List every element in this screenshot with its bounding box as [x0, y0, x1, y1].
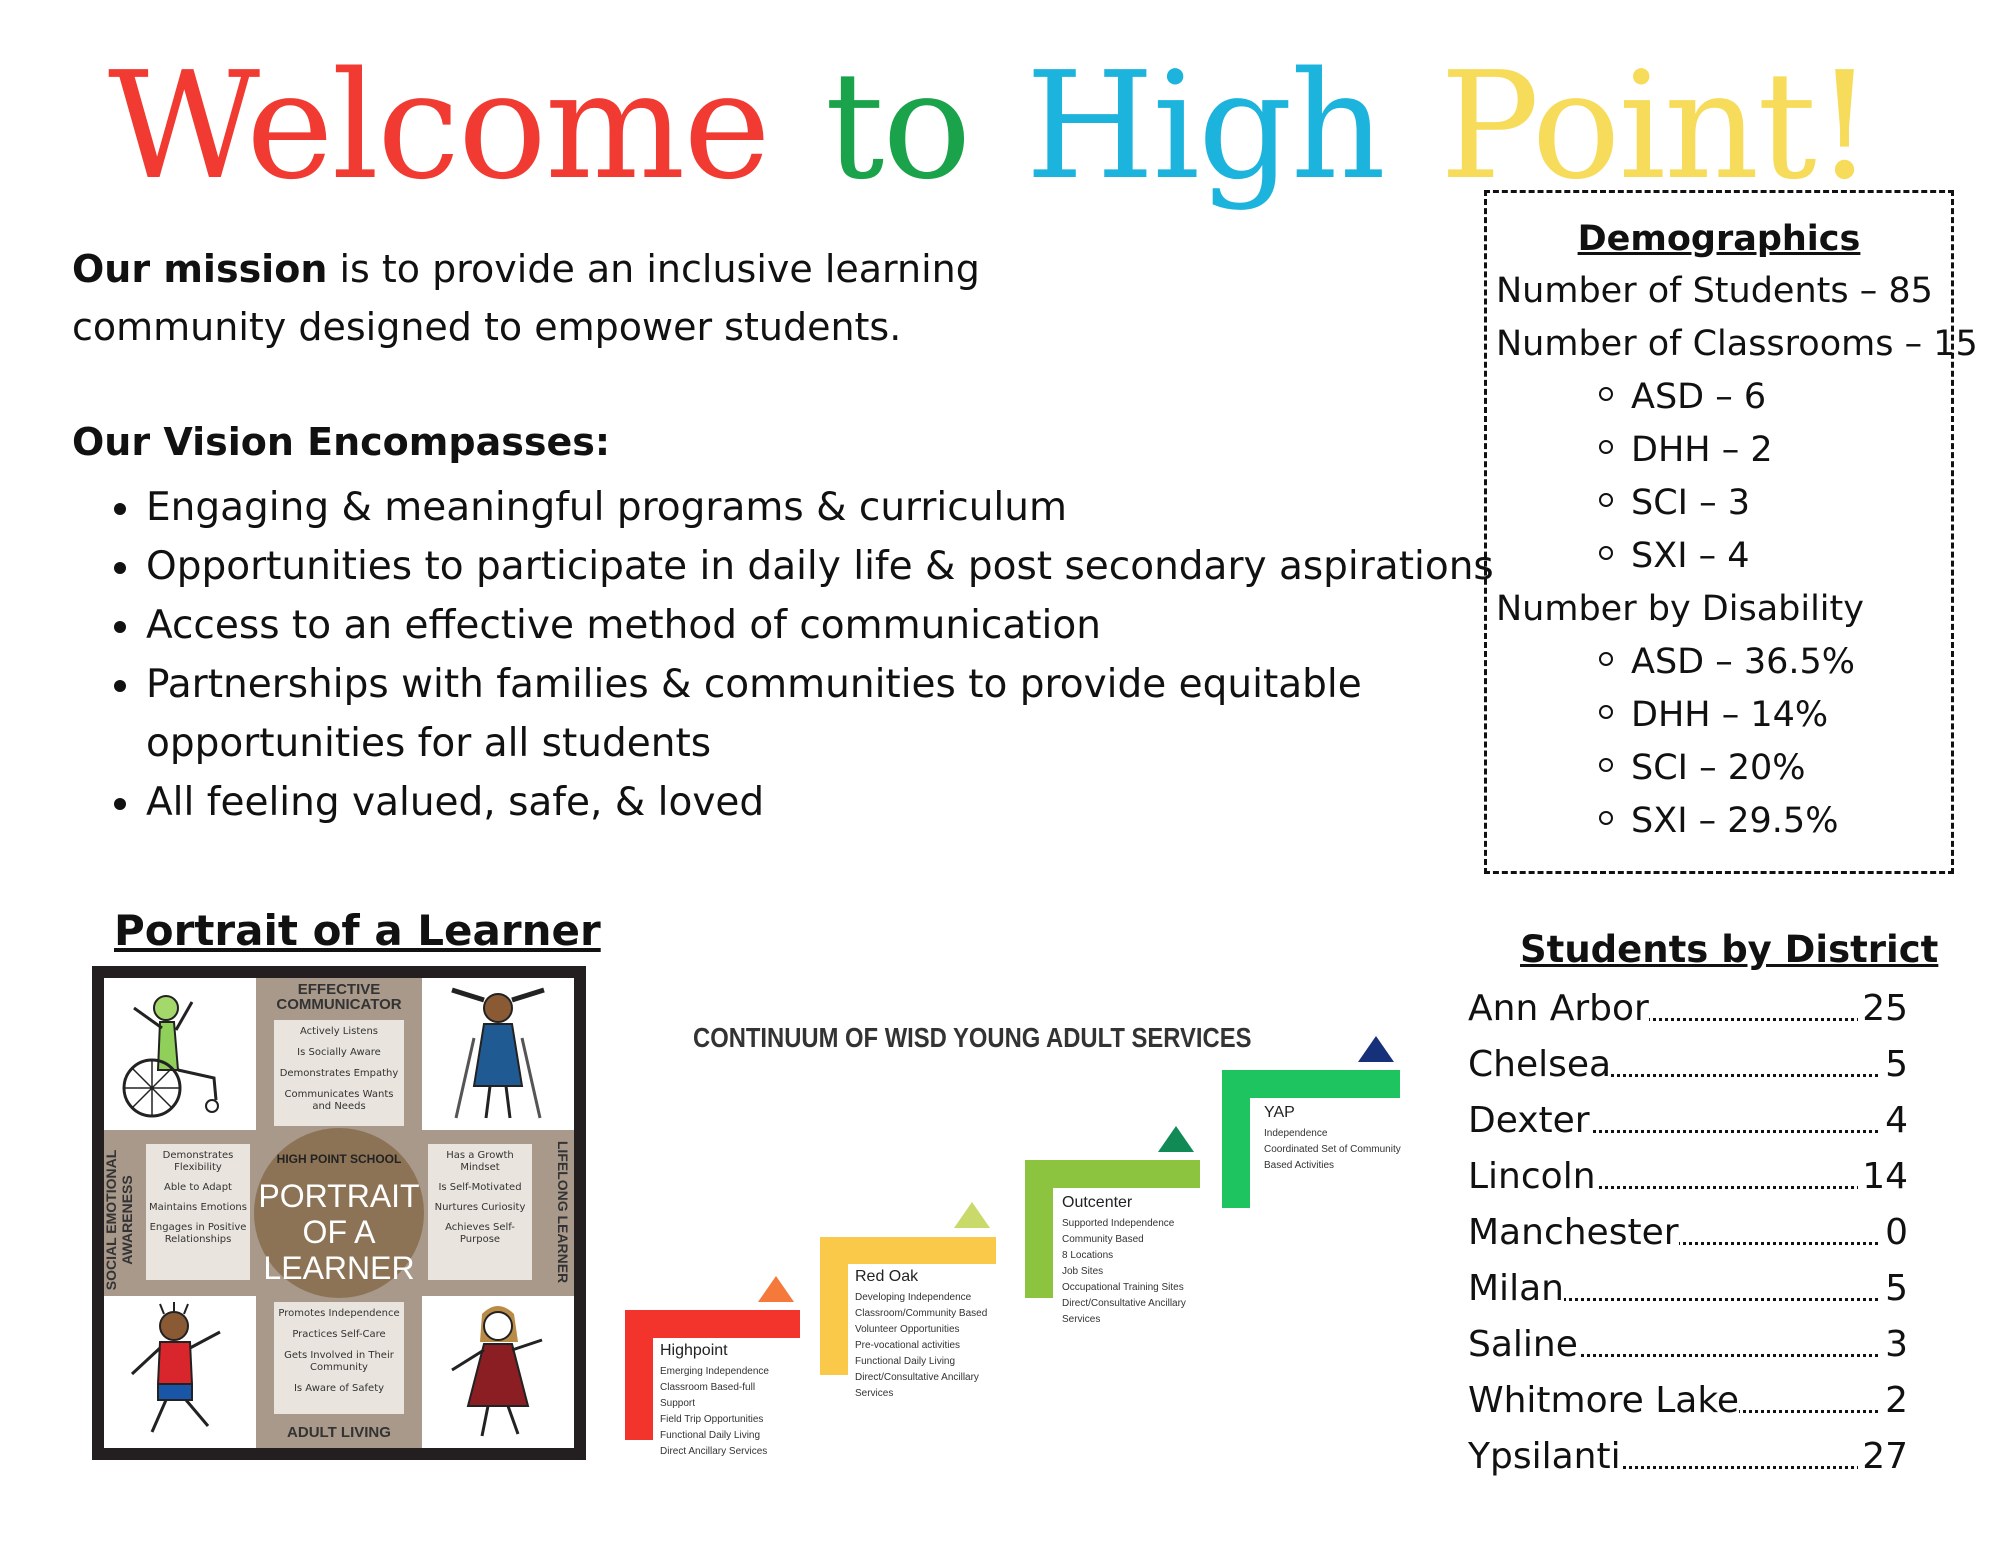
- disability-item: DHH – 14%: [1599, 695, 1828, 735]
- top-items: Actively Listens Is Socially Aware Demonstrates Empathy Communicates Wants and Needs: [274, 1020, 404, 1126]
- portrait-heading: Portrait of a Learner: [114, 906, 601, 955]
- district-row: Chelsea 5: [1468, 1044, 1908, 1085]
- page-title: [108, 40, 1928, 212]
- district-row: Manchester 0: [1468, 1212, 1908, 1253]
- left-items: Demonstrates Flexibility Able to Adapt Maintains Emotions Engages in Positive Relationships: [146, 1144, 250, 1280]
- step-highpoint-lines: Emerging Independence Classroom Based-full Support Field Trip Opportunities Functional Daily Living Direct Ancillary Services: [660, 1366, 769, 1457]
- district-row: Ypsilanti 27: [1468, 1436, 1908, 1477]
- vision-item: • Access to an effective method of communication: [144, 596, 1514, 655]
- step-highpoint-label: Highpoint: [660, 1342, 728, 1359]
- circle-bullet-icon: [1599, 705, 1613, 719]
- continuum-title: CONTINUUM OF WISD YOUNG ADULT SERVICES: [693, 1022, 1252, 1053]
- adult-living-label: ADULT LIVING: [287, 1424, 391, 1441]
- classroom-item: DHH – 2: [1599, 430, 1773, 470]
- classroom-item: SCI – 3: [1599, 483, 1750, 523]
- title-word-point: Point!: [1439, 40, 1873, 212]
- vision-list: [72, 478, 1514, 832]
- effective-communicator-label: EFFECTIVE COMMUNICATOR: [276, 981, 402, 1013]
- vision-item: • Opportunities to participate in daily life & post secondary aspirations: [144, 537, 1514, 596]
- wheelchair-figure-icon: [104, 978, 256, 1130]
- social-emotional-label: SOCIAL EMOTIONAL AWARENESS: [103, 1149, 135, 1291]
- running-boy-figure-icon: [104, 1296, 256, 1448]
- district-row: Milan 5: [1468, 1268, 1908, 1309]
- classroom-item: ASD – 6: [1599, 377, 1766, 417]
- vision-item: • Engaging & meaningful programs & curriculum: [144, 478, 1514, 537]
- disability-item: SXI – 29.5%: [1599, 801, 1838, 841]
- vision-item: • Partnerships with families & communities to provide equitable opportunities for all students: [144, 655, 1514, 773]
- disability-item: ASD – 36.5%: [1599, 642, 1855, 682]
- step-redoak-label: Red Oak: [855, 1268, 919, 1285]
- circle-bullet-icon: [1599, 493, 1613, 507]
- vision-heading: Our Vision Encompasses:: [72, 420, 611, 464]
- mission-bold: Our mission: [72, 247, 328, 291]
- step-outcenter-lines: Supported Independence Community Based 8 Locations Job Sites Occupational Training Sites Direct/Consultative Ancillary Services: [1062, 1218, 1186, 1325]
- circle-bullet-icon: [1599, 652, 1613, 666]
- portrait-center-circle: HIGH POINT SCHOOL PORTRAIT OF A LEARNER: [254, 1128, 424, 1298]
- step-yap-lines: Independence Coordinated Set of Community Based Activities: [1264, 1128, 1401, 1171]
- district-row: Dexter 4: [1468, 1100, 1908, 1141]
- title-word-high: High: [1025, 40, 1384, 212]
- circle-bullet-icon: [1599, 387, 1613, 401]
- title-word-to: to: [824, 40, 970, 212]
- title-word-welcome: Welcome: [108, 40, 769, 212]
- step-outcenter-triangle: [1158, 1126, 1194, 1152]
- portrait-of-learner-graphic: [92, 966, 586, 1460]
- step-yap-label: YAP: [1264, 1104, 1295, 1121]
- step-outcenter-label: Outcenter: [1062, 1194, 1133, 1211]
- circle-bullet-icon: [1599, 811, 1613, 825]
- crutches-figure-icon: [422, 978, 574, 1130]
- right-items: Has a Growth Mindset Is Self-Motivated Nurtures Curiosity Achieves Self-Purpose: [428, 1144, 532, 1280]
- step-redoak-triangle: [954, 1202, 990, 1228]
- classroom-item: SXI – 4: [1599, 536, 1750, 576]
- demographics-box: [1484, 190, 1978, 874]
- step-highpoint-triangle: [758, 1276, 794, 1302]
- vision-item: • All feeling valued, safe, & loved: [144, 773, 1514, 832]
- lifelong-learner-label: LIFELONG LEARNER: [555, 1140, 571, 1284]
- bottom-items: Promotes Independence Practices Self-Care Gets Involved in Their Community Is Aware of Safety: [274, 1302, 404, 1414]
- district-heading: Students by District: [1520, 928, 1939, 971]
- district-row: Lincoln 14: [1468, 1156, 1908, 1197]
- demographics-heading: Demographics: [1577, 219, 1861, 259]
- circle-bullet-icon: [1599, 546, 1613, 560]
- dancing-girl-figure-icon: [422, 1296, 574, 1448]
- district-row: Saline 3: [1468, 1324, 1908, 1365]
- circle-bullet-icon: [1599, 440, 1613, 454]
- mission-text: is to provide an inclusive learning community designed to empower students.: [72, 247, 980, 349]
- students-count: Number of Students – 85: [1496, 271, 1933, 311]
- step-redoak-lines: Developing Independence Classroom/Community Based Volunteer Opportunities Pre-vocational activities Functional Daily Living Direct/Consultative Ancillary Services: [855, 1292, 988, 1399]
- step-yap-triangle: [1358, 1036, 1394, 1062]
- disability-heading: Number by Disability: [1496, 589, 1864, 629]
- classrooms-count: Number of Classrooms – 15: [1496, 324, 1978, 364]
- district-row: Ann Arbor 25: [1468, 988, 1908, 1029]
- disability-item: SCI – 20%: [1599, 748, 1806, 788]
- district-row: Whitmore Lake 2: [1468, 1380, 1908, 1421]
- circle-bullet-icon: [1599, 758, 1613, 772]
- mission-statement: [72, 240, 1072, 356]
